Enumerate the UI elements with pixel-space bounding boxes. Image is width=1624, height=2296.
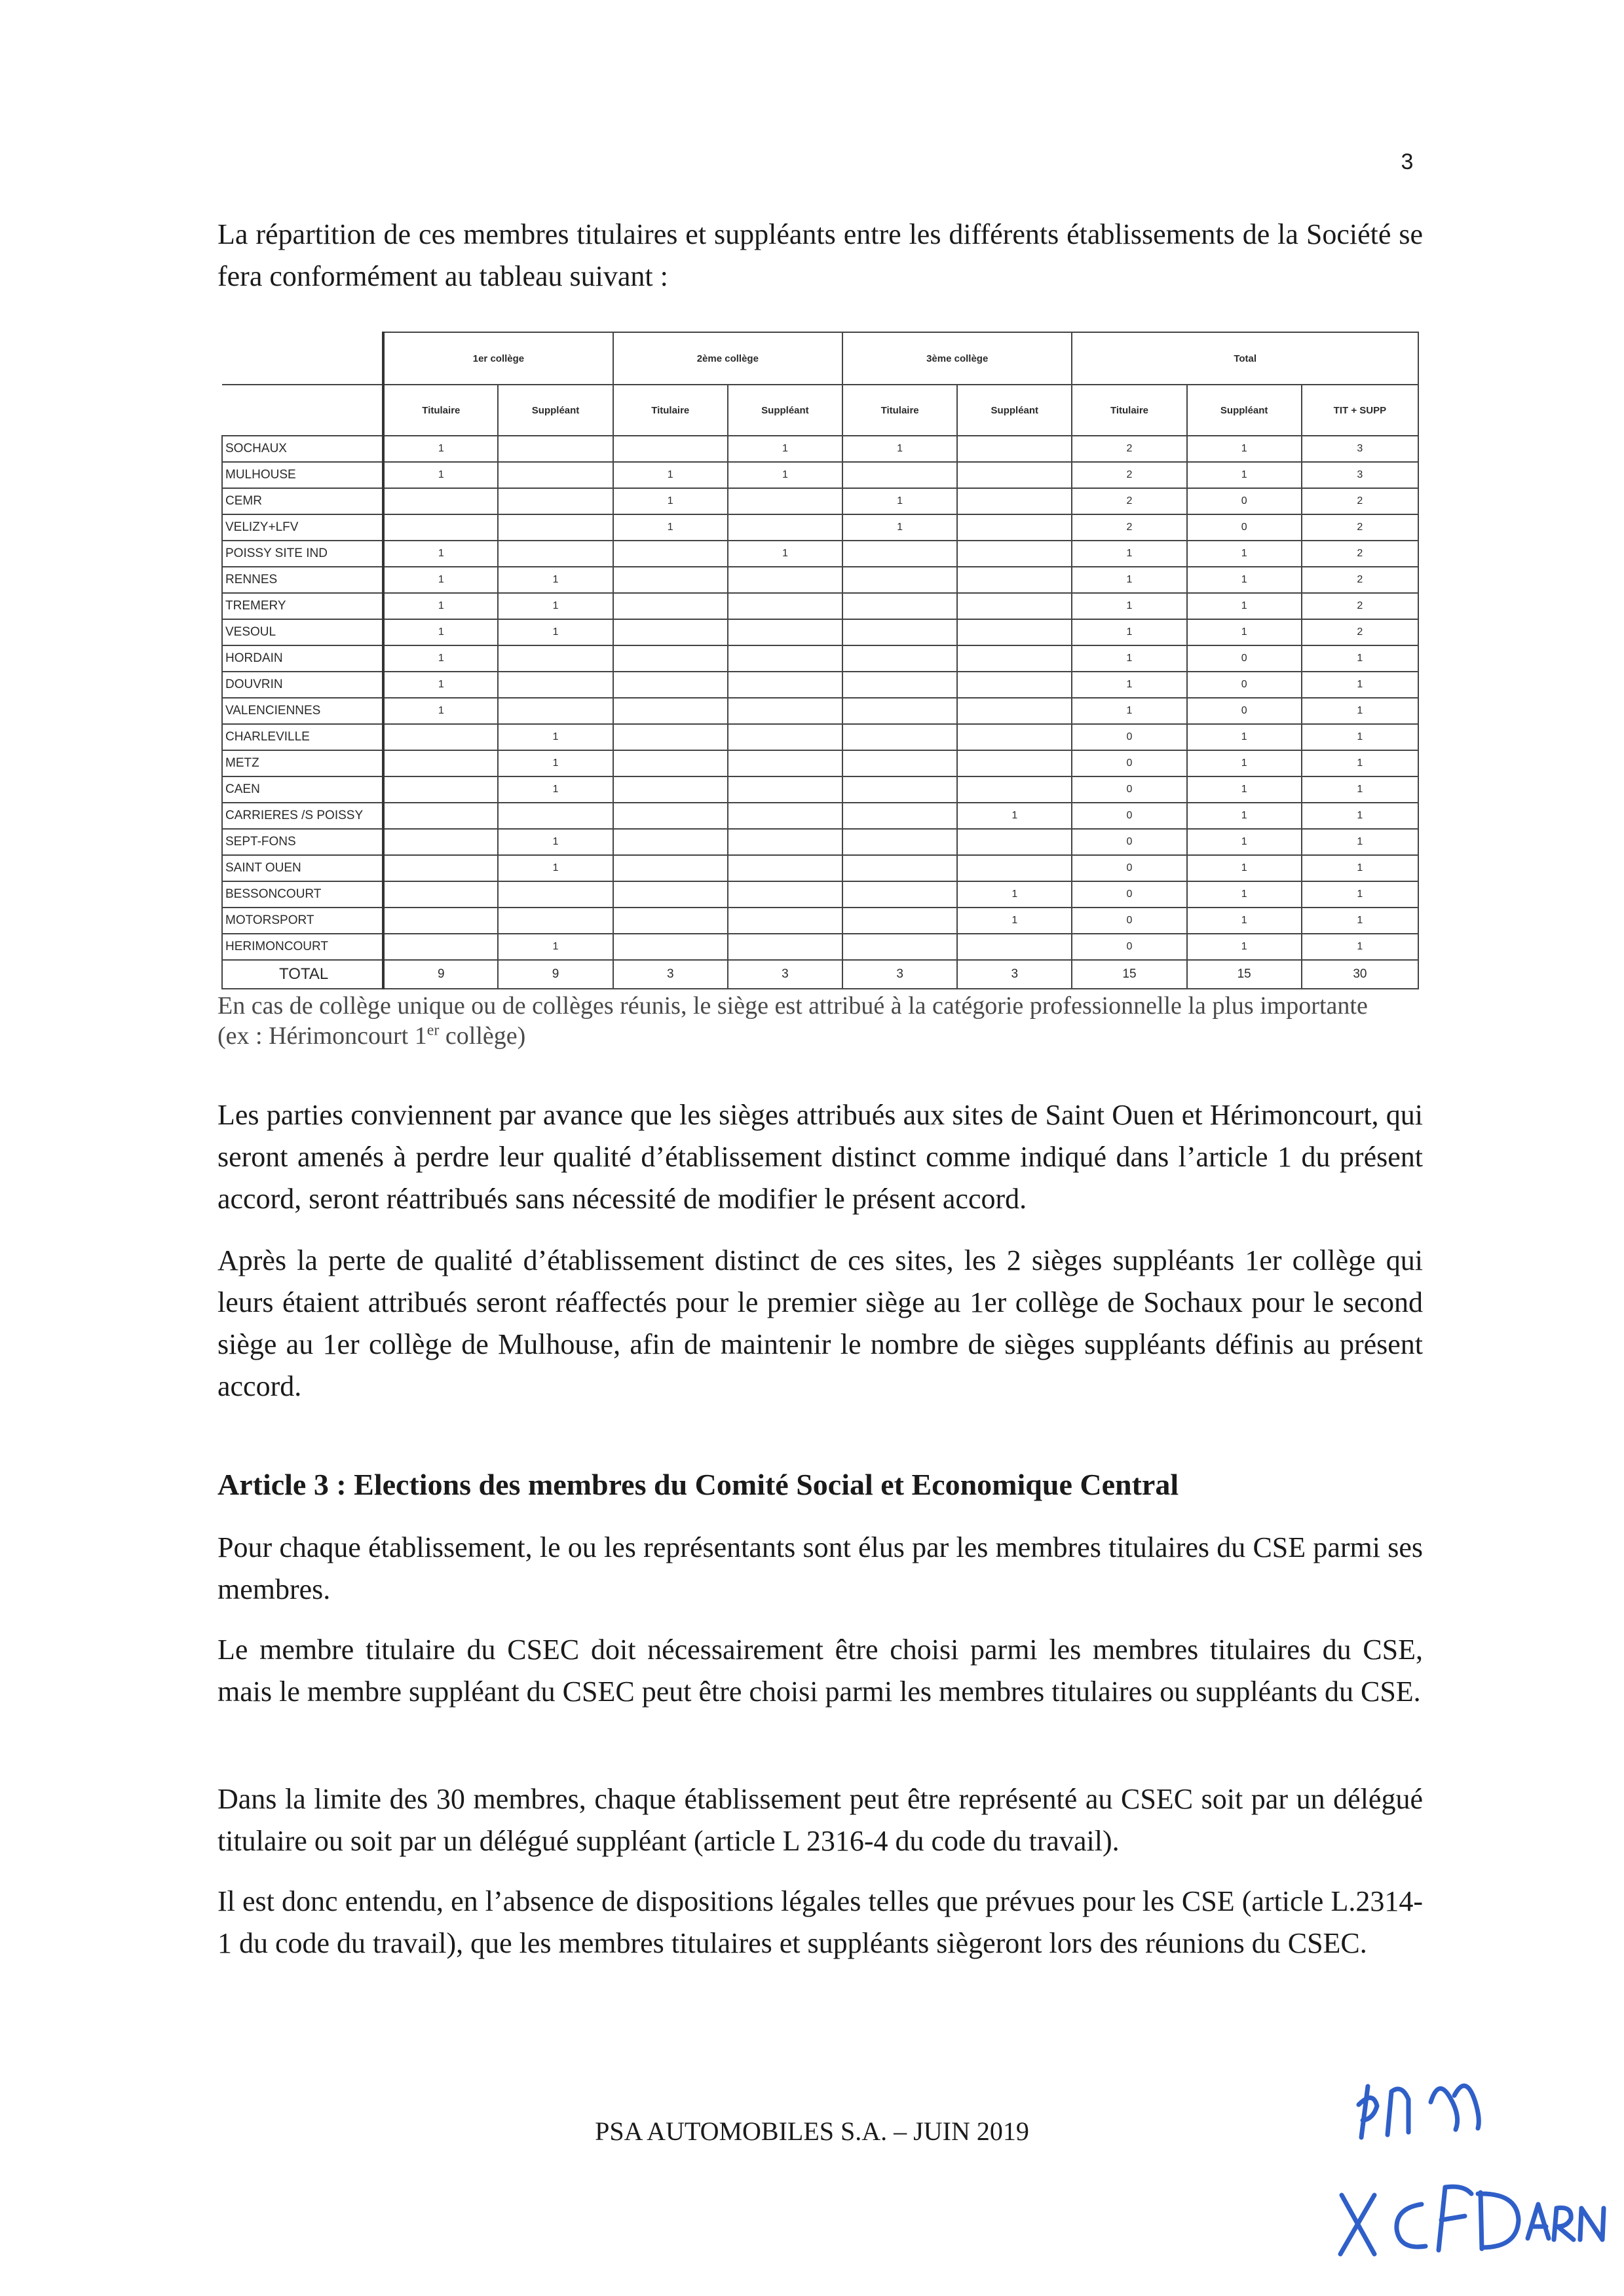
seat-count-cell xyxy=(842,934,957,960)
seat-count-cell: 1 xyxy=(498,855,613,881)
seat-count-cell xyxy=(842,724,957,750)
seat-count-cell: 2 xyxy=(1302,541,1418,567)
seat-count-cell: 1 xyxy=(383,541,498,567)
site-name: RENNES xyxy=(222,567,383,593)
note-superscript: er xyxy=(426,1022,440,1039)
site-name: BESSONCOURT xyxy=(222,881,383,908)
seat-count-cell xyxy=(728,593,842,619)
seat-count-cell xyxy=(613,881,728,908)
seat-count-cell: 2 xyxy=(1302,488,1418,514)
seat-count-cell: 2 xyxy=(1302,514,1418,541)
seat-count-cell xyxy=(498,436,613,462)
seat-count-cell: 1 xyxy=(1302,698,1418,724)
table-row xyxy=(222,750,1418,776)
seat-count-cell xyxy=(842,541,957,567)
seat-count-cell: 0 xyxy=(1072,855,1186,881)
seat-count-cell: 1 xyxy=(957,881,1072,908)
seat-count-cell: 1 xyxy=(957,803,1072,829)
sub-header: Suppléant xyxy=(1187,385,1302,436)
table-row xyxy=(222,855,1418,881)
distribution-table xyxy=(221,332,1419,989)
seat-count-cell: 1 xyxy=(613,488,728,514)
table-sub-header-row xyxy=(222,385,1418,436)
seat-count-cell xyxy=(613,829,728,855)
seat-count-cell xyxy=(613,855,728,881)
total-cell: 30 xyxy=(1302,960,1418,989)
seat-count-cell xyxy=(842,698,957,724)
seat-count-cell xyxy=(842,619,957,645)
total-cell: 3 xyxy=(728,960,842,989)
seat-count-cell: 1 xyxy=(1187,750,1302,776)
seat-count-cell xyxy=(957,619,1072,645)
site-name: POISSY SITE IND xyxy=(222,541,383,567)
seat-count-cell: 2 xyxy=(1072,462,1186,488)
seat-count-cell xyxy=(957,934,1072,960)
seat-count-cell xyxy=(613,436,728,462)
seat-count-cell xyxy=(957,829,1072,855)
article-3-heading: Article 3 : Elections des membres du Comité Social et Economique Central xyxy=(217,1468,1179,1501)
seat-count-cell xyxy=(728,698,842,724)
seat-count-cell: 1 xyxy=(498,619,613,645)
seat-count-cell xyxy=(498,908,613,934)
seat-count-cell: 1 xyxy=(728,436,842,462)
seat-count-cell: 0 xyxy=(1072,750,1186,776)
seat-count-cell xyxy=(613,934,728,960)
table-row xyxy=(222,514,1418,541)
seat-count-cell xyxy=(728,829,842,855)
seat-count-cell xyxy=(613,750,728,776)
group-header-college-2: 2ème collège xyxy=(613,332,842,385)
site-name: SAINT OUEN xyxy=(222,855,383,881)
site-name: VALENCIENNES xyxy=(222,698,383,724)
seat-count-cell: 2 xyxy=(1302,567,1418,593)
seat-count-cell: 1 xyxy=(383,672,498,698)
sub-header: Titulaire xyxy=(613,385,728,436)
seat-count-cell xyxy=(957,593,1072,619)
seat-count-cell xyxy=(957,855,1072,881)
seat-count-cell: 1 xyxy=(1187,855,1302,881)
table-note xyxy=(217,991,1423,1051)
table-group-header-row xyxy=(222,332,1418,385)
seat-count-cell xyxy=(957,436,1072,462)
sub-header: Suppléant xyxy=(957,385,1072,436)
seat-count-cell: 1 xyxy=(1187,803,1302,829)
seat-count-cell: 1 xyxy=(1302,934,1418,960)
seat-count-cell xyxy=(498,514,613,541)
seat-count-cell: 1 xyxy=(1187,724,1302,750)
seat-count-cell: 1 xyxy=(1187,541,1302,567)
site-name: METZ xyxy=(222,750,383,776)
seat-count-cell: 1 xyxy=(1072,567,1186,593)
seat-count-cell xyxy=(613,698,728,724)
table-row xyxy=(222,645,1418,672)
seat-count-cell xyxy=(728,803,842,829)
seat-count-cell: 1 xyxy=(1302,724,1418,750)
page-number: 3 xyxy=(1401,149,1414,174)
seat-count-cell: 1 xyxy=(1072,619,1186,645)
seat-count-cell: 1 xyxy=(1072,645,1186,672)
seat-count-cell xyxy=(613,593,728,619)
total-cell: 3 xyxy=(957,960,1072,989)
total-cell: 3 xyxy=(842,960,957,989)
site-name: SEPT-FONS xyxy=(222,829,383,855)
seat-count-cell: 2 xyxy=(1072,488,1186,514)
seat-count-cell xyxy=(383,881,498,908)
seat-count-cell: 1 xyxy=(383,619,498,645)
seat-count-cell: 1 xyxy=(1187,436,1302,462)
page-footer: PSA AUTOMOBILES S.A. – JUIN 2019 xyxy=(595,2116,1029,2146)
seat-count-cell xyxy=(957,724,1072,750)
seat-count-cell: 0 xyxy=(1187,645,1302,672)
site-name: VELIZY+LFV xyxy=(222,514,383,541)
site-name: TREMERY xyxy=(222,593,383,619)
table-row xyxy=(222,881,1418,908)
table-row xyxy=(222,462,1418,488)
seat-count-cell xyxy=(728,645,842,672)
seat-count-cell xyxy=(842,750,957,776)
seat-count-cell xyxy=(383,934,498,960)
total-cell: 9 xyxy=(498,960,613,989)
table-corner-lower xyxy=(222,385,383,436)
seat-count-cell: 1 xyxy=(728,462,842,488)
seat-count-cell: 1 xyxy=(957,908,1072,934)
seat-count-cell: 0 xyxy=(1072,803,1186,829)
seat-count-cell: 0 xyxy=(1072,908,1186,934)
total-cell: 3 xyxy=(613,960,728,989)
seat-count-cell: 1 xyxy=(498,593,613,619)
seat-count-cell xyxy=(728,672,842,698)
seat-count-cell xyxy=(957,488,1072,514)
table-row xyxy=(222,567,1418,593)
seat-count-cell: 1 xyxy=(842,514,957,541)
site-name: SOCHAUX xyxy=(222,436,383,462)
seat-count-cell: 1 xyxy=(498,776,613,803)
table-row xyxy=(222,488,1418,514)
group-header-college-3: 3ème collège xyxy=(842,332,1072,385)
seat-count-cell: 1 xyxy=(842,436,957,462)
seat-count-cell: 1 xyxy=(498,829,613,855)
table-row xyxy=(222,672,1418,698)
seat-count-cell: 1 xyxy=(1302,855,1418,881)
seat-count-cell xyxy=(957,541,1072,567)
sub-header: Suppléant xyxy=(498,385,613,436)
seat-count-cell: 1 xyxy=(498,750,613,776)
seat-count-cell: 1 xyxy=(1187,567,1302,593)
seat-count-cell: 1 xyxy=(1302,776,1418,803)
seat-count-cell xyxy=(842,645,957,672)
seat-count-cell xyxy=(613,619,728,645)
note-line-1: En cas de collège unique ou de collèges réunis, le siège est attribué à la catégorie professionnelle la plus importante xyxy=(217,992,1368,1020)
seat-count-cell xyxy=(613,908,728,934)
intro-paragraph: La répartition de ces membres titulaires et suppléants entre les différents établissements de la Société se fera conformément au tableau suivant : xyxy=(217,218,1423,292)
seat-count-cell: 0 xyxy=(1072,724,1186,750)
seat-count-cell: 1 xyxy=(1072,541,1186,567)
sub-header: Titulaire xyxy=(842,385,957,436)
seat-count-cell xyxy=(613,803,728,829)
seat-count-cell xyxy=(498,488,613,514)
group-header-total: Total xyxy=(1072,332,1418,385)
seat-count-cell: 1 xyxy=(383,436,498,462)
table-corner xyxy=(222,332,383,385)
seat-count-cell: 2 xyxy=(1072,436,1186,462)
seat-count-cell xyxy=(957,645,1072,672)
site-name: HORDAIN xyxy=(222,645,383,672)
seat-count-cell: 1 xyxy=(498,934,613,960)
seat-count-cell xyxy=(842,881,957,908)
seat-count-cell xyxy=(842,803,957,829)
total-cell: 15 xyxy=(1072,960,1186,989)
table-row xyxy=(222,803,1418,829)
seat-count-cell xyxy=(728,934,842,960)
seat-count-cell xyxy=(613,724,728,750)
seat-count-cell xyxy=(842,567,957,593)
table-row xyxy=(222,619,1418,645)
site-name: HERIMONCOURT xyxy=(222,934,383,960)
table-row xyxy=(222,776,1418,803)
table-total-row xyxy=(222,960,1418,989)
paragraph-member-choice: Le membre titulaire du CSEC doit nécessairement être choisi parmi les membres titulaires du CSE, mais le membre suppléant du CSEC peut être choisi parmi les membres titulaires ou suppléants du CSE. xyxy=(217,1634,1423,1708)
seat-count-cell: 1 xyxy=(383,698,498,724)
seat-count-cell: 1 xyxy=(1187,593,1302,619)
seat-count-cell xyxy=(728,488,842,514)
seat-count-cell: 1 xyxy=(1302,803,1418,829)
seat-count-cell: 0 xyxy=(1072,881,1186,908)
seat-count-cell xyxy=(498,645,613,672)
total-cell: 15 xyxy=(1187,960,1302,989)
paragraph-meetings: Il est donc entendu, en l’absence de dispositions légales telles que prévues pour les CSE (article L.2314-1 du code du travail), que les membres titulaires et suppléants siègeront lors des réunions du CSEC. xyxy=(217,1885,1423,1959)
seat-count-cell xyxy=(383,803,498,829)
seat-count-cell xyxy=(498,672,613,698)
site-name: CEMR xyxy=(222,488,383,514)
paragraph-seats-reassignment: Les parties conviennent par avance que les sièges attribués aux sites de Saint Ouen et Hérimoncourt, qui seront amenés à perdre leur qualité d’établissement distinct comme indiqué dans l’article 1 du présent accord, seront réattribués sans nécessité de modifier le présent accord. xyxy=(217,1099,1423,1215)
seat-count-cell xyxy=(728,776,842,803)
seat-count-cell: 3 xyxy=(1302,462,1418,488)
seat-count-cell xyxy=(957,698,1072,724)
sub-header: Suppléant xyxy=(728,385,842,436)
total-label: TOTAL xyxy=(222,960,383,989)
seat-count-cell: 1 xyxy=(1302,645,1418,672)
seat-count-cell xyxy=(728,908,842,934)
seat-count-cell xyxy=(957,514,1072,541)
seat-count-cell: 1 xyxy=(383,567,498,593)
seat-count-cell: 1 xyxy=(383,593,498,619)
table-row xyxy=(222,698,1418,724)
seat-count-cell xyxy=(957,776,1072,803)
seat-count-cell xyxy=(383,776,498,803)
seat-count-cell xyxy=(842,855,957,881)
seat-count-cell: 1 xyxy=(613,514,728,541)
site-name: MULHOUSE xyxy=(222,462,383,488)
handwritten-initials-signature xyxy=(1310,2064,1612,2280)
seat-count-cell xyxy=(728,724,842,750)
paragraph-limit: Dans la limite des 30 membres, chaque établissement peut être représenté au CSEC soit par un délégué titulaire ou soit par un délégué suppléant (article L 2316-4 du code du travail). xyxy=(217,1783,1423,1857)
seat-count-cell: 1 xyxy=(498,567,613,593)
seat-count-cell: 0 xyxy=(1187,672,1302,698)
seat-count-cell: 1 xyxy=(383,645,498,672)
seat-count-cell: 1 xyxy=(1187,619,1302,645)
seat-count-cell xyxy=(957,750,1072,776)
seat-count-cell xyxy=(383,829,498,855)
seat-count-cell: 1 xyxy=(1187,908,1302,934)
seat-count-cell xyxy=(728,619,842,645)
table-row xyxy=(222,908,1418,934)
seat-count-cell xyxy=(728,855,842,881)
sub-header: Titulaire xyxy=(1072,385,1186,436)
seat-count-cell xyxy=(383,855,498,881)
seat-count-cell xyxy=(498,462,613,488)
table-row xyxy=(222,436,1418,462)
seat-count-cell xyxy=(498,541,613,567)
table-row xyxy=(222,541,1418,567)
table-row xyxy=(222,724,1418,750)
seat-count-cell xyxy=(728,514,842,541)
seat-count-cell: 0 xyxy=(1187,698,1302,724)
seat-count-cell: 1 xyxy=(383,462,498,488)
seat-count-cell: 1 xyxy=(1302,908,1418,934)
site-name: CHARLEVILLE xyxy=(222,724,383,750)
seat-count-cell: 1 xyxy=(1072,698,1186,724)
seat-count-cell xyxy=(613,645,728,672)
seat-count-cell xyxy=(613,541,728,567)
seat-count-cell: 2 xyxy=(1072,514,1186,541)
site-name: DOUVRIN xyxy=(222,672,383,698)
seat-count-cell xyxy=(842,462,957,488)
site-name: CAEN xyxy=(222,776,383,803)
paragraph-election: Pour chaque établissement, le ou les représentants sont élus par les membres titulaires du CSE parmi ses membres. xyxy=(217,1531,1423,1605)
seat-count-cell xyxy=(383,908,498,934)
note-line-2-start: (ex : Hérimoncourt 1 xyxy=(217,1022,427,1050)
site-name: VESOUL xyxy=(222,619,383,645)
seat-count-cell xyxy=(383,514,498,541)
table-row xyxy=(222,829,1418,855)
seat-count-cell: 1 xyxy=(1187,881,1302,908)
note-line-2-end: collège) xyxy=(439,1022,526,1050)
seat-count-cell xyxy=(613,776,728,803)
seat-count-cell: 1 xyxy=(1187,776,1302,803)
seat-count-cell xyxy=(957,567,1072,593)
seat-count-cell: 1 xyxy=(1302,672,1418,698)
seat-count-cell xyxy=(728,750,842,776)
seat-count-cell: 1 xyxy=(1302,829,1418,855)
seat-count-cell xyxy=(957,462,1072,488)
seat-count-cell xyxy=(842,908,957,934)
sub-header: Titulaire xyxy=(383,385,498,436)
seat-count-cell xyxy=(842,776,957,803)
sub-header: TIT + SUPP xyxy=(1302,385,1418,436)
seat-count-cell: 1 xyxy=(1072,593,1186,619)
seat-count-cell: 3 xyxy=(1302,436,1418,462)
seat-count-cell: 0 xyxy=(1072,776,1186,803)
seat-count-cell: 1 xyxy=(1187,934,1302,960)
total-cell: 9 xyxy=(383,960,498,989)
seat-count-cell: 1 xyxy=(728,541,842,567)
seat-count-cell: 2 xyxy=(1302,619,1418,645)
seat-count-cell: 1 xyxy=(1187,462,1302,488)
seat-count-cell: 1 xyxy=(613,462,728,488)
site-name: MOTORSPORT xyxy=(222,908,383,934)
seat-count-cell: 0 xyxy=(1187,488,1302,514)
seat-count-cell xyxy=(728,567,842,593)
seat-count-cell xyxy=(728,881,842,908)
seat-count-cell xyxy=(383,488,498,514)
seat-count-cell xyxy=(842,593,957,619)
seat-count-cell: 1 xyxy=(1302,750,1418,776)
table-row xyxy=(222,593,1418,619)
seat-count-cell: 0 xyxy=(1072,934,1186,960)
seat-count-cell xyxy=(498,698,613,724)
seat-count-cell xyxy=(842,672,957,698)
seat-count-cell: 1 xyxy=(1187,829,1302,855)
seat-count-cell: 2 xyxy=(1302,593,1418,619)
table-row xyxy=(222,934,1418,960)
paragraph-seats-reallocation: Après la perte de qualité d’établissement distinct de ces sites, les 2 sièges suppléants 1er collège qui leurs étaient attribués seront réaffectés pour le premier siège au 1er collège de Sochaux pour le second siège au 1er collège de Mulhouse, afin de maintenir le nombre de sièges suppléants définis au présent accord. xyxy=(217,1244,1423,1402)
site-name: CARRIERES /S POISSY xyxy=(222,803,383,829)
seat-count-cell xyxy=(842,829,957,855)
seat-count-cell xyxy=(613,567,728,593)
seat-count-cell: 1 xyxy=(1302,881,1418,908)
seat-count-cell xyxy=(957,672,1072,698)
seat-count-cell xyxy=(498,881,613,908)
seat-count-cell: 1 xyxy=(842,488,957,514)
seat-count-cell xyxy=(383,724,498,750)
seat-count-cell xyxy=(498,803,613,829)
seat-count-cell xyxy=(383,750,498,776)
seat-count-cell: 0 xyxy=(1187,514,1302,541)
seat-count-cell: 0 xyxy=(1072,829,1186,855)
group-header-college-1: 1er collège xyxy=(383,332,613,385)
seat-count-cell: 1 xyxy=(498,724,613,750)
seat-count-cell: 1 xyxy=(1072,672,1186,698)
seat-count-cell xyxy=(613,672,728,698)
